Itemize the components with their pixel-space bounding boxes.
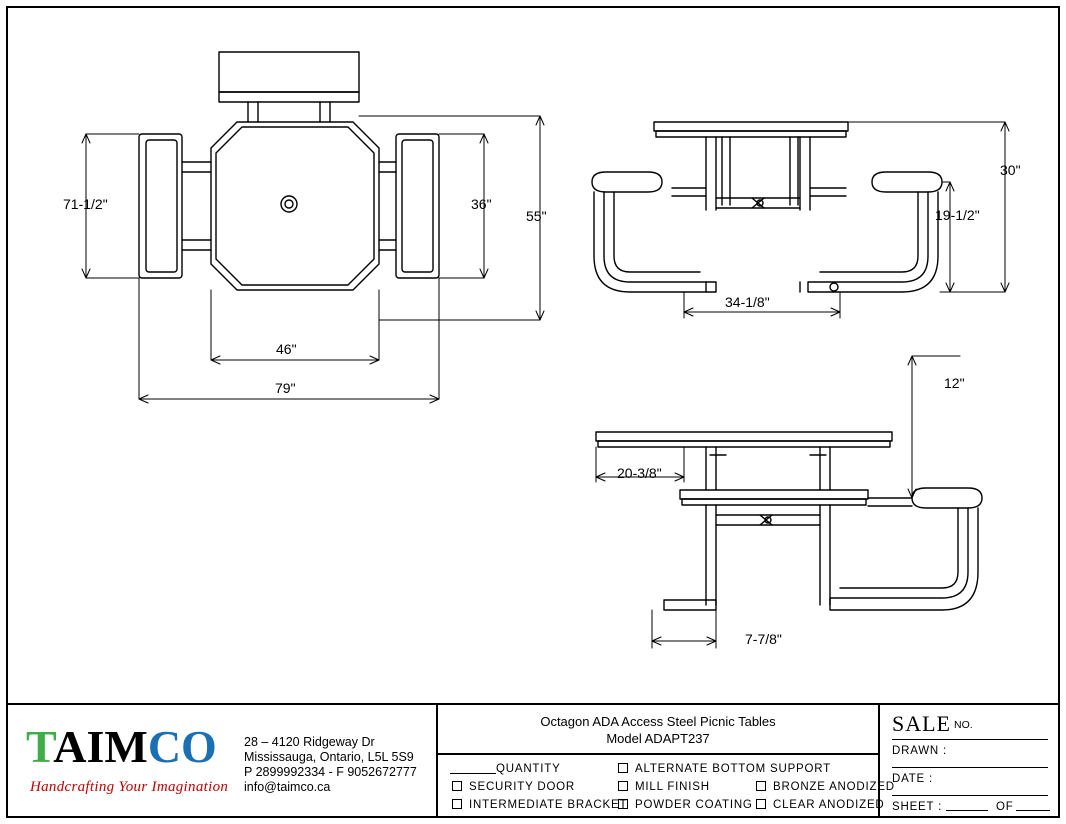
option-powder-coating[interactable] [618, 799, 753, 811]
option-label: POWDER COATING [635, 799, 753, 811]
option-label: INTERMEDIATE BRACKET [469, 799, 628, 811]
logo-word-part-1: T [26, 721, 54, 772]
option-alternate-bottom-support[interactable] [618, 763, 831, 775]
checkbox-icon[interactable] [756, 781, 766, 791]
sale-rule-3 [892, 795, 1048, 796]
address-line-2: Mississauga, Ontario, L5L 5S9 [244, 750, 414, 764]
checkbox-icon[interactable] [618, 763, 628, 773]
dim-front-30: 30" [1000, 162, 1021, 178]
sheet-of-label: OF [996, 801, 1014, 813]
dim-top-71-1-2: 71-1/2" [63, 196, 108, 212]
option-label: SECURITY DOOR [469, 781, 576, 793]
product-options-block [436, 705, 895, 818]
sale-no-label: NO. [954, 719, 973, 731]
dim-side-20-3-8: 20-3/8" [617, 465, 662, 481]
side-view [596, 432, 982, 610]
option-security-door[interactable] [452, 781, 575, 793]
date-label: DATE : [892, 773, 934, 785]
logo-word-part-3: CO [147, 721, 217, 772]
checkbox-icon[interactable] [618, 799, 628, 809]
sheet-rule [946, 810, 988, 811]
sheet-label: SHEET : [892, 801, 943, 813]
dim-front-19-1-2: 19-1/2" [935, 207, 980, 223]
checkbox-icon[interactable] [756, 799, 766, 809]
sheet-of-rule [1016, 810, 1050, 811]
option-intermediate-bracket[interactable] [452, 799, 627, 811]
dim-side-12: 12" [944, 375, 965, 391]
checkbox-icon[interactable] [618, 781, 628, 791]
option-label: BRONZE ANODIZED [773, 781, 895, 793]
address-line-3: P 2899992334 - F 9052672777 [244, 765, 417, 779]
option-label: ALTERNATE BOTTOM SUPPORT [635, 763, 831, 775]
logo-wordmark [26, 721, 217, 772]
dim-front-34-1-8: 34-1/8" [725, 294, 770, 310]
dim-side-7-7-8: 7-7/8" [745, 631, 782, 647]
dim-top-55: 55" [526, 208, 547, 224]
sale-rule-1 [892, 739, 1048, 740]
option-bronze-anodized[interactable] [756, 781, 895, 793]
option-label: MILL FINISH [635, 781, 710, 793]
front-view [592, 122, 942, 292]
option-clear-anodized[interactable] [756, 799, 885, 811]
dim-top-79: 79" [275, 380, 296, 396]
company-address [232, 705, 436, 818]
drawn-label: DRAWN : [892, 745, 948, 757]
product-title-line-2: Model ADAPT237 [606, 731, 710, 746]
product-title-line-1: Octagon ADA Access Steel Picnic Tables [540, 714, 776, 729]
checkbox-icon[interactable] [452, 799, 462, 809]
divider [438, 753, 880, 755]
sale-block [878, 705, 1058, 818]
option-label: CLEAR ANODIZED [773, 799, 885, 811]
company-logo [8, 705, 232, 818]
option-mill-finish[interactable] [618, 781, 710, 793]
checkbox-icon[interactable] [452, 781, 462, 791]
address-email: info@taimco.ca [244, 780, 331, 794]
dim-top-46: 46" [276, 341, 297, 357]
address-line-1: 28 – 4120 Ridgeway Dr [244, 735, 375, 749]
sale-title: SALE [892, 711, 951, 736]
sale-rule-2 [892, 767, 1048, 768]
logo-tagline: Handcrafting Your Imagination [30, 779, 229, 795]
quantity-rule [450, 773, 496, 774]
logo-word-part-2: AIM [53, 721, 148, 772]
quantity-label: QUANTITY [496, 763, 561, 775]
top-view [139, 52, 439, 290]
dim-top-36: 36" [471, 196, 492, 212]
title-block [8, 703, 1058, 816]
